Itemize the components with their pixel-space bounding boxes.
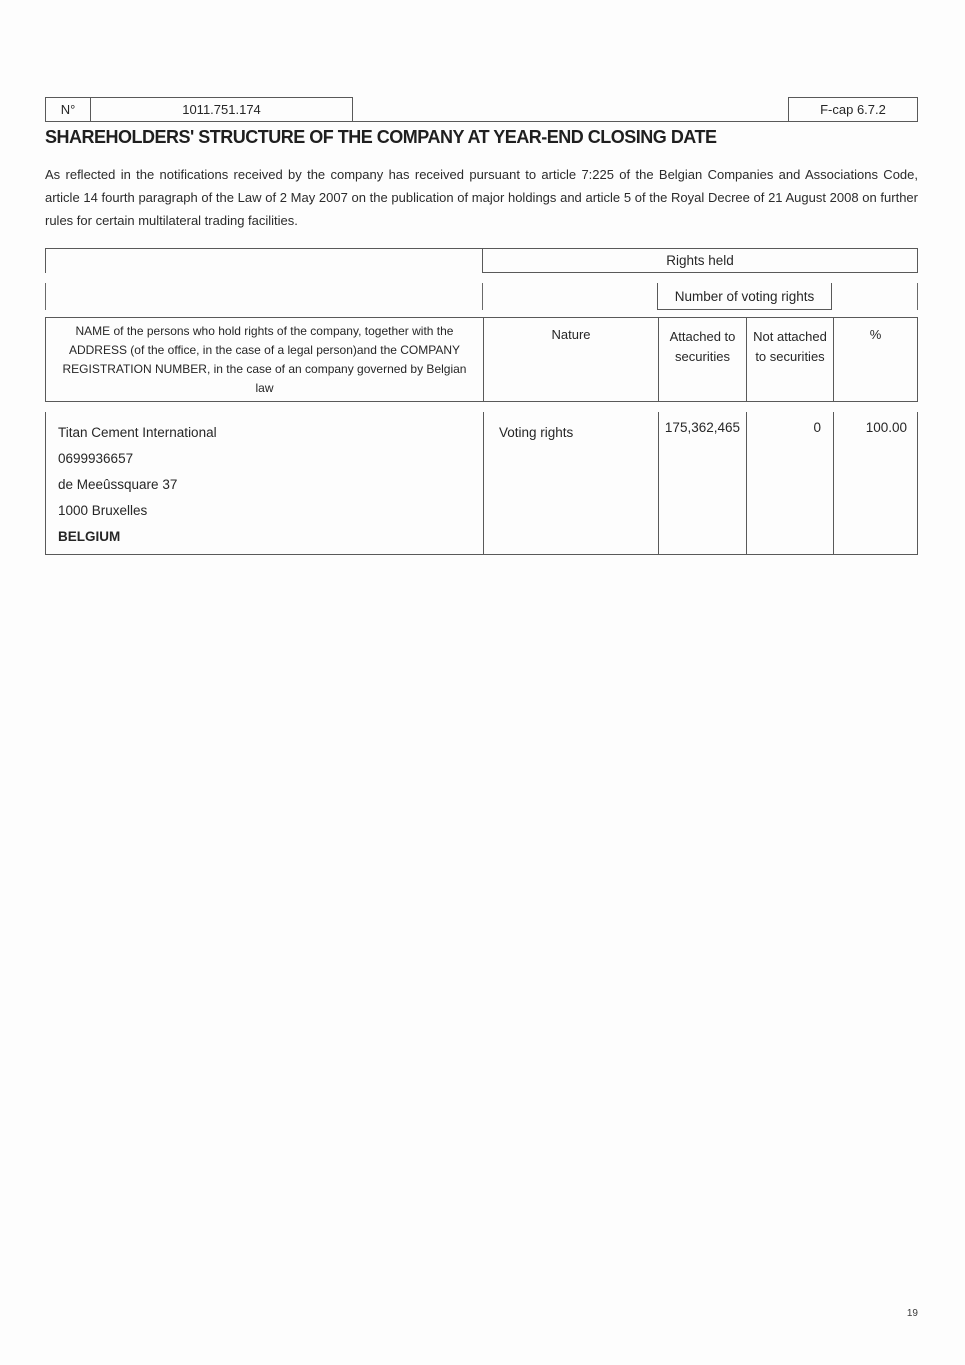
- table-border-tick-middle: [482, 283, 483, 310]
- number-of-voting-rights-header-cell: [657, 283, 832, 310]
- shareholder-name-address-cell: [46, 412, 483, 554]
- name-column-header: [46, 318, 483, 401]
- shareholder-city: 1000 Bruxelles: [58, 503, 148, 518]
- page-title: SHAREHOLDERS' STRUCTURE OF THE COMPANY AT YEAR-END CLOSING DATE: [45, 127, 717, 147]
- attached-column-header: Attached to securities: [658, 318, 746, 401]
- shareholder-country: BELGIUM: [58, 529, 121, 544]
- shareholder-street: de Meeûssquare 37: [58, 477, 178, 492]
- rights-held-label: Rights held: [666, 253, 734, 268]
- table-row: [45, 412, 918, 555]
- name-header-line: law: [255, 380, 274, 395]
- nature-column-header: Nature: [483, 318, 658, 401]
- name-header-line: ADDRESS (of the office, in the case of a legal person)and the COMPANY: [68, 342, 461, 357]
- form-number-label: N°: [60, 102, 76, 117]
- table-border-tick-left: [45, 283, 46, 310]
- shareholder-registration-number: 0699936657: [58, 451, 134, 466]
- page-number: 19: [906, 1308, 918, 1319]
- form-code-box: [788, 97, 918, 121]
- intro-paragraph: As reflected in the notifications received by the company has received pursuant to article 7:225 of the Belgian Companies and Associations Code, article 14 fourth paragraph of the Law of 2 May 2007 on the publication of major holdings and article 5 of the Royal Decree of 21 August 2008 on further rules for certain multilateral trading facilities.: [45, 167, 918, 228]
- rights-held-header-cell: [482, 248, 918, 273]
- form-number-value-box: [90, 97, 353, 121]
- number-of-voting-rights-label: Number of voting rights: [674, 288, 815, 304]
- form-header-strip: [45, 97, 918, 122]
- form-number-value: 1011.751.174: [182, 102, 261, 117]
- not-attached-to-securities-value: 0: [746, 412, 833, 554]
- table-column-header-row: [45, 317, 918, 402]
- form-code-value: F-cap 6.7.2: [820, 102, 886, 117]
- name-header-line: NAME of the persons who hold rights of the company, together with the: [75, 323, 454, 338]
- not-attached-column-header: Not attached to securities: [746, 318, 833, 401]
- attached-to-securities-value: 175,362,465: [658, 412, 746, 554]
- percent-column-header: %: [833, 318, 917, 401]
- percentage-value: 100.00: [833, 412, 917, 554]
- nature-cell: Voting rights: [483, 412, 658, 554]
- form-number-label-box: [45, 97, 91, 121]
- table-header-empty-cell: [45, 248, 482, 273]
- table-border-tick-right: [917, 283, 918, 310]
- name-header-line: REGISTRATION NUMBER, in the case of an company governed by Belgian: [62, 361, 467, 376]
- shareholder-name: Titan Cement International: [58, 425, 217, 440]
